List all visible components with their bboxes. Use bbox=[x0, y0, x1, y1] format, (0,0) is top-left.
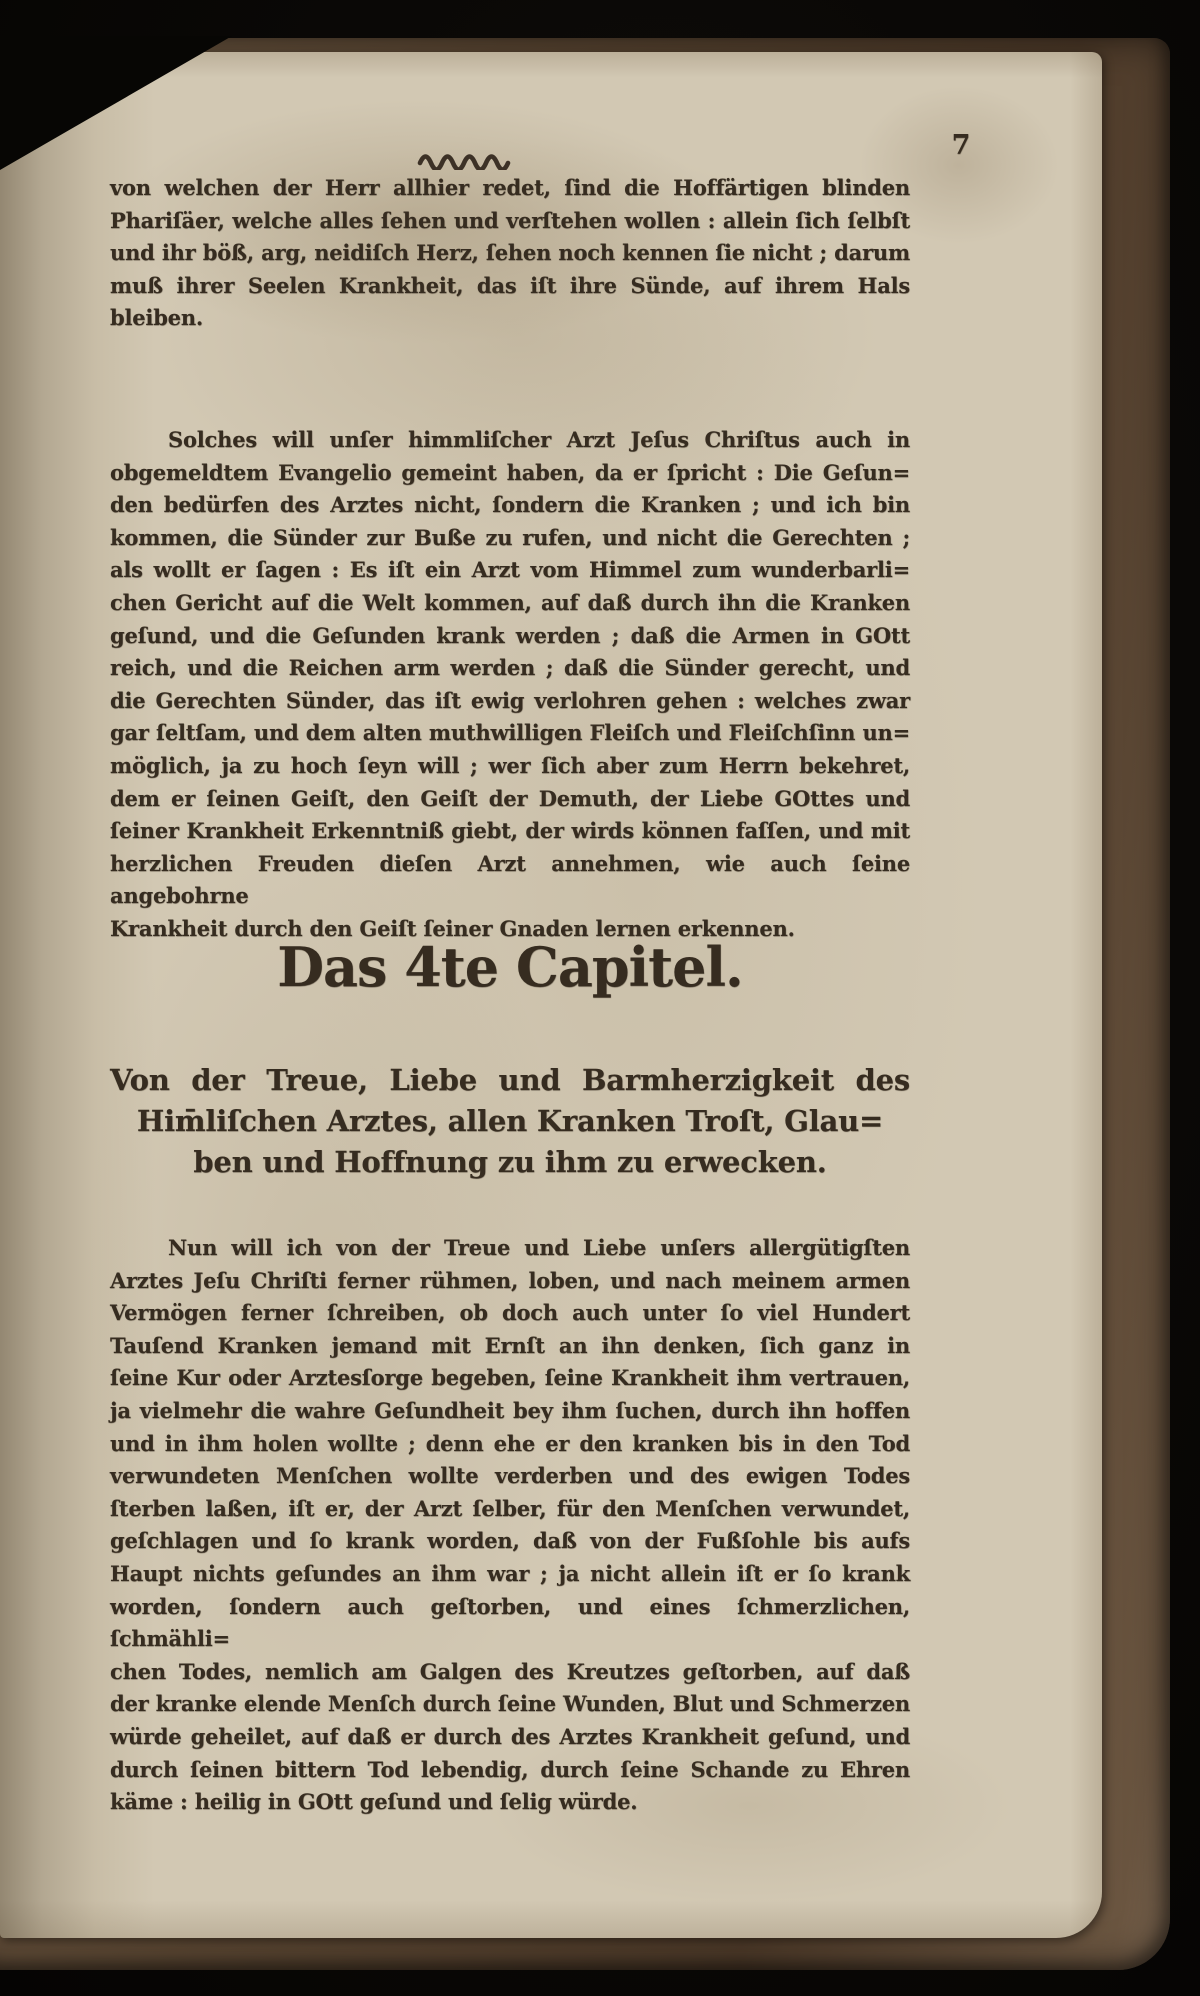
text-line: ſeiner Krankheit Erkenntniß giebt, der wirds können faſſen, und mit bbox=[110, 818, 910, 844]
text-line: Nun will ich von der Treue und Liebe unſers allergütigſten bbox=[168, 1235, 910, 1260]
section-divider-ornament bbox=[416, 152, 512, 170]
text-line: muß ihrer Seelen Krankheit, das iſt ihre Sünde, auf ihrem Hals bbox=[110, 272, 910, 298]
text-line: Haupt nichts geſundes an ihm war ; ja nicht allein iſt er ſo krank bbox=[110, 1560, 910, 1586]
text-line: ſterben laßen, iſt er, der Arzt ſelber, für den Menſchen verwundet, bbox=[110, 1495, 910, 1521]
text-line: Tauſend Kranken jemand mit Ernſt an ihn denken, ſich ganz in bbox=[110, 1332, 910, 1358]
paragraph-continuation bbox=[110, 172, 910, 335]
text-line: Krankheit durch den Geiſt ſeiner Gnaden lernen erkennen. bbox=[110, 915, 795, 941]
text-line: bleiben. bbox=[110, 305, 204, 331]
text-line: geſund, und die Geſunden krank werden ; daß die Armen in GOtt bbox=[110, 622, 910, 648]
text-line: käme : heilig in GOtt geſund und ſelig würde. bbox=[110, 1789, 638, 1815]
text-line: der kranke elende Menſch durch ſeine Wunden, Blut und Schmerzen bbox=[110, 1691, 910, 1717]
text-line: Von der Treue, Liebe und Barmherzigkeit des bbox=[110, 1063, 910, 1097]
text-line: Vermögen ferner ſchreiben, ob doch auch unter ſo viel Hundert bbox=[110, 1300, 910, 1326]
text-line: verwundeten Menſchen wollte verderben und des ewigen Todes bbox=[110, 1463, 910, 1489]
text-line: chen Todes, nemlich am Galgen des Kreutzes geſtorben, auf daß bbox=[110, 1658, 910, 1684]
text-line: den bedürfen des Arztes nicht, ſondern die Kranken ; und ich bin bbox=[110, 492, 910, 518]
chapter-subheading bbox=[110, 1060, 910, 1183]
text-line: Arztes Jeſu Chriſti ferner rühmen, loben, und nach meinem armen bbox=[110, 1267, 910, 1293]
text-line: worden, ſondern auch geſtorben, und eines ſchmerzlichen, ſchmähli= bbox=[110, 1593, 910, 1652]
text-line: gar ſeltſam, und dem alten muthwilligen Fleiſch und Fleiſchſinn un= bbox=[110, 720, 910, 746]
book-page bbox=[0, 52, 1102, 1938]
text-line: chen Gericht auf die Welt kommen, auf daß durch ihn die Kranken bbox=[110, 589, 910, 615]
text-line: dem er ſeinen Geiſt, den Geiſt der Demuth, der Liebe GOttes und bbox=[110, 785, 910, 811]
page-number: 7 bbox=[951, 130, 971, 161]
text-line: würde geheilet, auf daß er durch des Arztes Krankheit geſund, und bbox=[110, 1723, 910, 1749]
text-line: ben und Hoffnung zu ihm zu erwecken. bbox=[193, 1145, 827, 1179]
wavy-rule-icon bbox=[416, 152, 512, 170]
text-line: Phariſäer, welche alles ſehen und verſtehen wollen : allein ſich ſelbſt bbox=[110, 207, 910, 233]
text-line: reich, und die Reichen arm werden ; daß die Sünder gerecht, und bbox=[110, 655, 910, 681]
text-line: und ihr böß, arg, neidiſch Herz, ſehen noch kennen ſie nicht ; darum bbox=[110, 240, 910, 266]
text-line: die Gerechten Sünder, das iſt ewig verlohren gehen : welches zwar bbox=[110, 687, 910, 713]
text-line: geſchlagen und ſo krank worden, daß von der Fußſohle bis aufs bbox=[110, 1528, 910, 1554]
text-line: durch ſeinen bittern Tod lebendig, durch ſeine Schande zu Ehren bbox=[110, 1756, 910, 1782]
text-line: möglich, ja zu hoch ſeyn will ; wer ſich aber zum Herrn bekehret, bbox=[110, 752, 910, 778]
text-line: Solches will unſer himmliſcher Arzt Jeſus Chriſtus auch in bbox=[168, 427, 910, 452]
text-line: kommen, die Sünder zur Buße zu rufen, und nicht die Gerechten ; bbox=[110, 524, 910, 550]
text-line: obgemeldtem Evangelio gemeint haben, da er ſpricht : Die Geſun= bbox=[110, 459, 910, 485]
text-line: herzlichen Freuden dieſen Arzt annehmen, wie auch ſeine angebohrne bbox=[110, 850, 910, 909]
text-line: ja vielmehr die wahre Geſundheit bey ihm ſuchen, durch ihn hoffen bbox=[110, 1397, 910, 1423]
paragraph-chapter4-opening bbox=[110, 1232, 910, 1819]
chapter-heading: Das 4te Capitel. bbox=[277, 935, 743, 999]
text-line: Him̄liſchen Arztes, allen Kranken Troſt, Glau= bbox=[136, 1104, 884, 1138]
text-line: ſeine Kur oder Arztesſorge begeben, ſeine Krankheit ihm vertrauen, bbox=[110, 1365, 910, 1391]
paragraph-evangelio bbox=[110, 424, 910, 946]
text-line: und in ihm holen wollte ; denn ehe er den kranken bis in den Tod bbox=[110, 1430, 910, 1456]
text-line: von welchen der Herr allhier redet, ſind die Hoffärtigen blinden bbox=[110, 175, 910, 200]
text-line: als wollt er ſagen : Es iſt ein Arzt vom Himmel zum wunderbarli= bbox=[110, 557, 910, 583]
